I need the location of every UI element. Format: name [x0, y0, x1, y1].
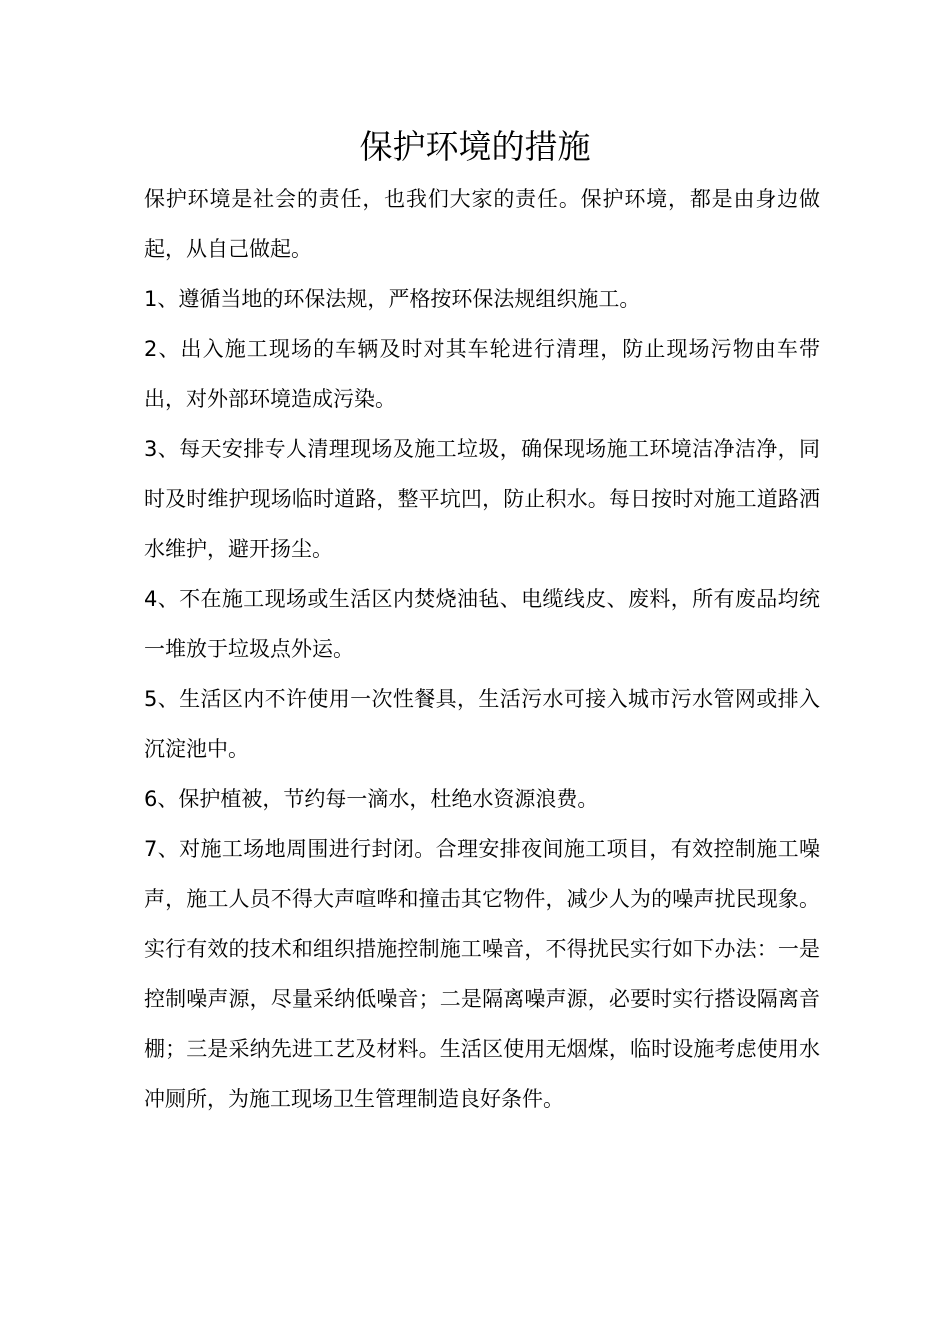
measure-3-paragraph: 3、每天安排专人清理现场及施工垃圾，确保现场施工环境洁净洁净，同时及时维护现场临时道路，整平坑凹，防止积水。每日按时对施工道路洒水维护，避开扬尘。: [144, 437, 820, 561]
document-body: [144, 174, 820, 1124]
measure-7-paragraph: 7、对施工场地周围进行封闭。合理安排夜间施工项目，有效控制施工噪声，施工人员不得大声喧哗和撞击其它物件，减少人为的噪声扰民现象。实行有效的技术和组织措施控制施工噪音，不得扰民实行如下办法：一是控制噪声源，尽量采纳低噪音；二是隔离噪声源，必要时实行搭设隔离音棚；三是采纳先进工艺及材料。生活区使用无烟煤，临时设施考虑使用水冲厕所，为施工现场卫生管理制造良好条件。: [144, 837, 820, 1111]
measure-6-paragraph: 6、保护植被，节约每一滴水，杜绝水资源浪费。: [144, 787, 599, 811]
document-title: 保护环境的措施: [359, 127, 591, 166]
measure-4-paragraph: 4、不在施工现场或生活区内焚烧油毡、电缆线皮、废料，所有废品均统一堆放于垃圾点外运。: [144, 587, 820, 661]
measure-1-paragraph: 1、遵循当地的环保法规，严格按环保法规组织施工。: [144, 287, 641, 311]
intro-paragraph: 保护环境是社会的责任，也我们大家的责任。保护环境，都是由身边做起，从自己做起。: [144, 187, 820, 261]
measure-5-paragraph: 5、生活区内不许使用一次性餐具，生活污水可接入城市污水管网或排入沉淀池中。: [144, 687, 820, 761]
measure-2-paragraph: 2、出入施工现场的车辆及时对其车轮进行清理，防止现场污物由车带出，对外部环境造成污染。: [144, 337, 820, 411]
